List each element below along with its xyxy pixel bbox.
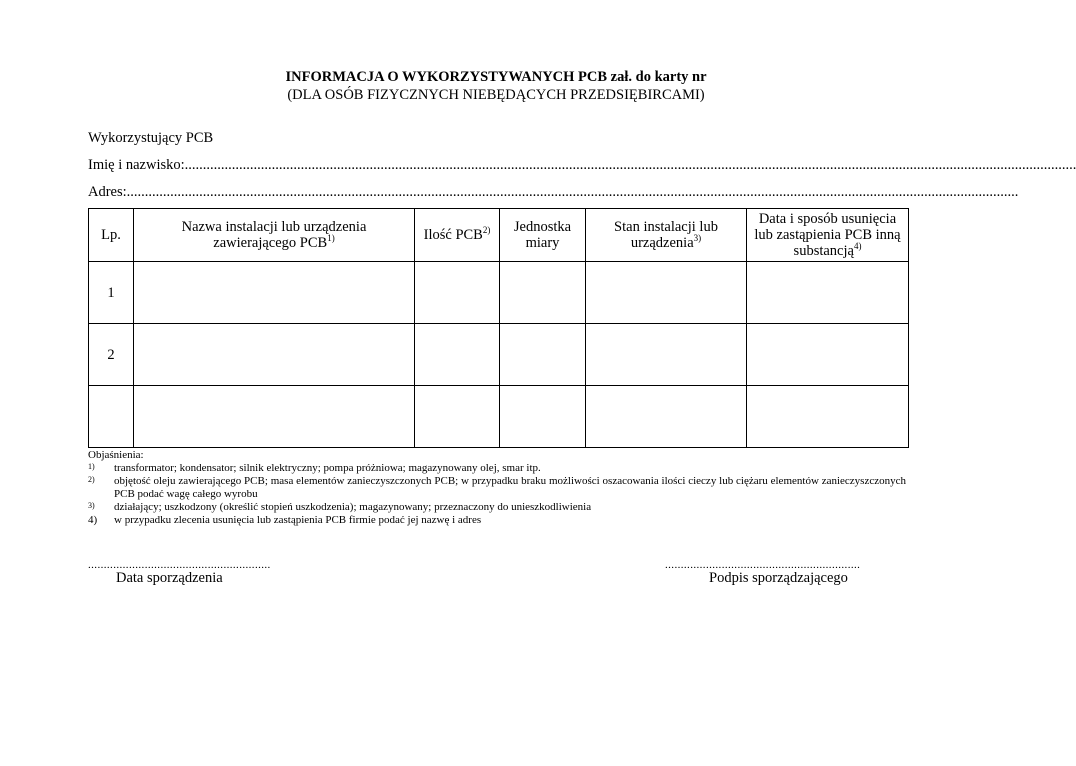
- cell-pcb-quantity[interactable]: [415, 386, 500, 448]
- cell-installation-state[interactable]: [586, 386, 747, 448]
- address-label: Adres:: [88, 184, 127, 200]
- cell-removal-date-method[interactable]: [747, 324, 909, 386]
- row-number: 1: [89, 262, 134, 324]
- table-row: [89, 324, 909, 386]
- name-dotted-line: ......................................................................................................................................................................................................................................................: [184, 157, 1076, 173]
- row-number: 2: [89, 324, 134, 386]
- header-installation-name: Nazwa instalacji lub urządzenia zawierającego PCB$^{1)}$: [134, 209, 415, 262]
- header-lp: Lp.: [89, 209, 134, 262]
- row-number: [89, 386, 134, 448]
- table-header-row: [89, 209, 909, 262]
- explanations-heading: Objaśnienia:: [88, 449, 144, 461]
- cell-pcb-quantity[interactable]: [415, 262, 500, 324]
- address-field[interactable]: [88, 184, 1019, 201]
- note-number: 3): [88, 501, 95, 510]
- cell-installation-name[interactable]: [134, 262, 415, 324]
- signature-label: Podpis sporządzającego: [709, 570, 848, 586]
- title-line-1: INFORMACJA O WYKORZYSTYWANYCH PCB zał. do karty nr: [285, 69, 707, 85]
- note-number: 2): [88, 475, 95, 484]
- name-field[interactable]: [88, 157, 1076, 174]
- note-text: w przypadku zlecenia usunięcia lub zastąpienia PCB firmie podać jej nazwę i adres: [114, 514, 482, 526]
- name-label: Imię i nazwisko:: [88, 157, 185, 173]
- date-label: Data sporządzenia: [116, 570, 223, 586]
- note-number: 4): [88, 514, 98, 526]
- explanations: [88, 449, 906, 527]
- table-row: [89, 262, 909, 324]
- cell-installation-state[interactable]: [586, 324, 747, 386]
- note-number: 1): [88, 462, 95, 471]
- user-section-heading: Wykorzystujący PCB: [88, 130, 214, 146]
- cell-installation-name[interactable]: [134, 386, 415, 448]
- header-pcb-quantity: Ilość PCB$^{2)}$: [415, 209, 500, 262]
- note-item: [88, 462, 906, 475]
- note-text: transformator; kondensator; silnik elektryczny; pompa próżniowa; magazynowany olej, smar itp.: [114, 462, 541, 474]
- note-item: [88, 475, 906, 501]
- signature-line[interactable]: ..............................................................: [665, 559, 861, 571]
- cell-pcb-quantity[interactable]: [415, 324, 500, 386]
- address-dotted-line: ......................................................................................................................................................................................................................................................: [126, 184, 1019, 200]
- cell-removal-date-method[interactable]: [747, 386, 909, 448]
- cell-installation-name[interactable]: [134, 324, 415, 386]
- note-text: objętość oleju zawierającego PCB; masa elementów zanieczyszczonych PCB; w przypadku braku możliwości oszacowania ilości cieczy lub ciężaru elementów zanieczyszczonych PCB podać wagę całego wyrobu: [114, 475, 906, 500]
- date-signature-line[interactable]: ..........................................................: [88, 559, 271, 571]
- cell-unit[interactable]: [500, 386, 586, 448]
- note-text: działający; uszkodzony (określić stopień uszkodzenia); magazynowany; przeznaczony do unieszkodliwienia: [114, 501, 592, 513]
- document-title: [0, 68, 992, 104]
- pcb-table: [88, 208, 909, 448]
- header-unit: Jednostka miary: [500, 209, 586, 262]
- cell-installation-state[interactable]: [586, 262, 747, 324]
- cell-unit[interactable]: [500, 324, 586, 386]
- header-removal-date-method: Data i sposób usunięcia lub zastąpienia PCB inną substancją$^{4)}$: [747, 209, 909, 262]
- table-row: [89, 386, 909, 448]
- cell-unit[interactable]: [500, 262, 586, 324]
- cell-removal-date-method[interactable]: [747, 262, 909, 324]
- note-item: [88, 501, 906, 514]
- note-item: [88, 514, 906, 527]
- header-installation-state: Stan instalacji lub urządzenia$^{3)}$: [586, 209, 747, 262]
- title-line-2: (DLA OSÓB FIZYCZNYCH NIEBĘDĄCYCH PRZEDSIĘBIRCAMI): [287, 87, 705, 103]
